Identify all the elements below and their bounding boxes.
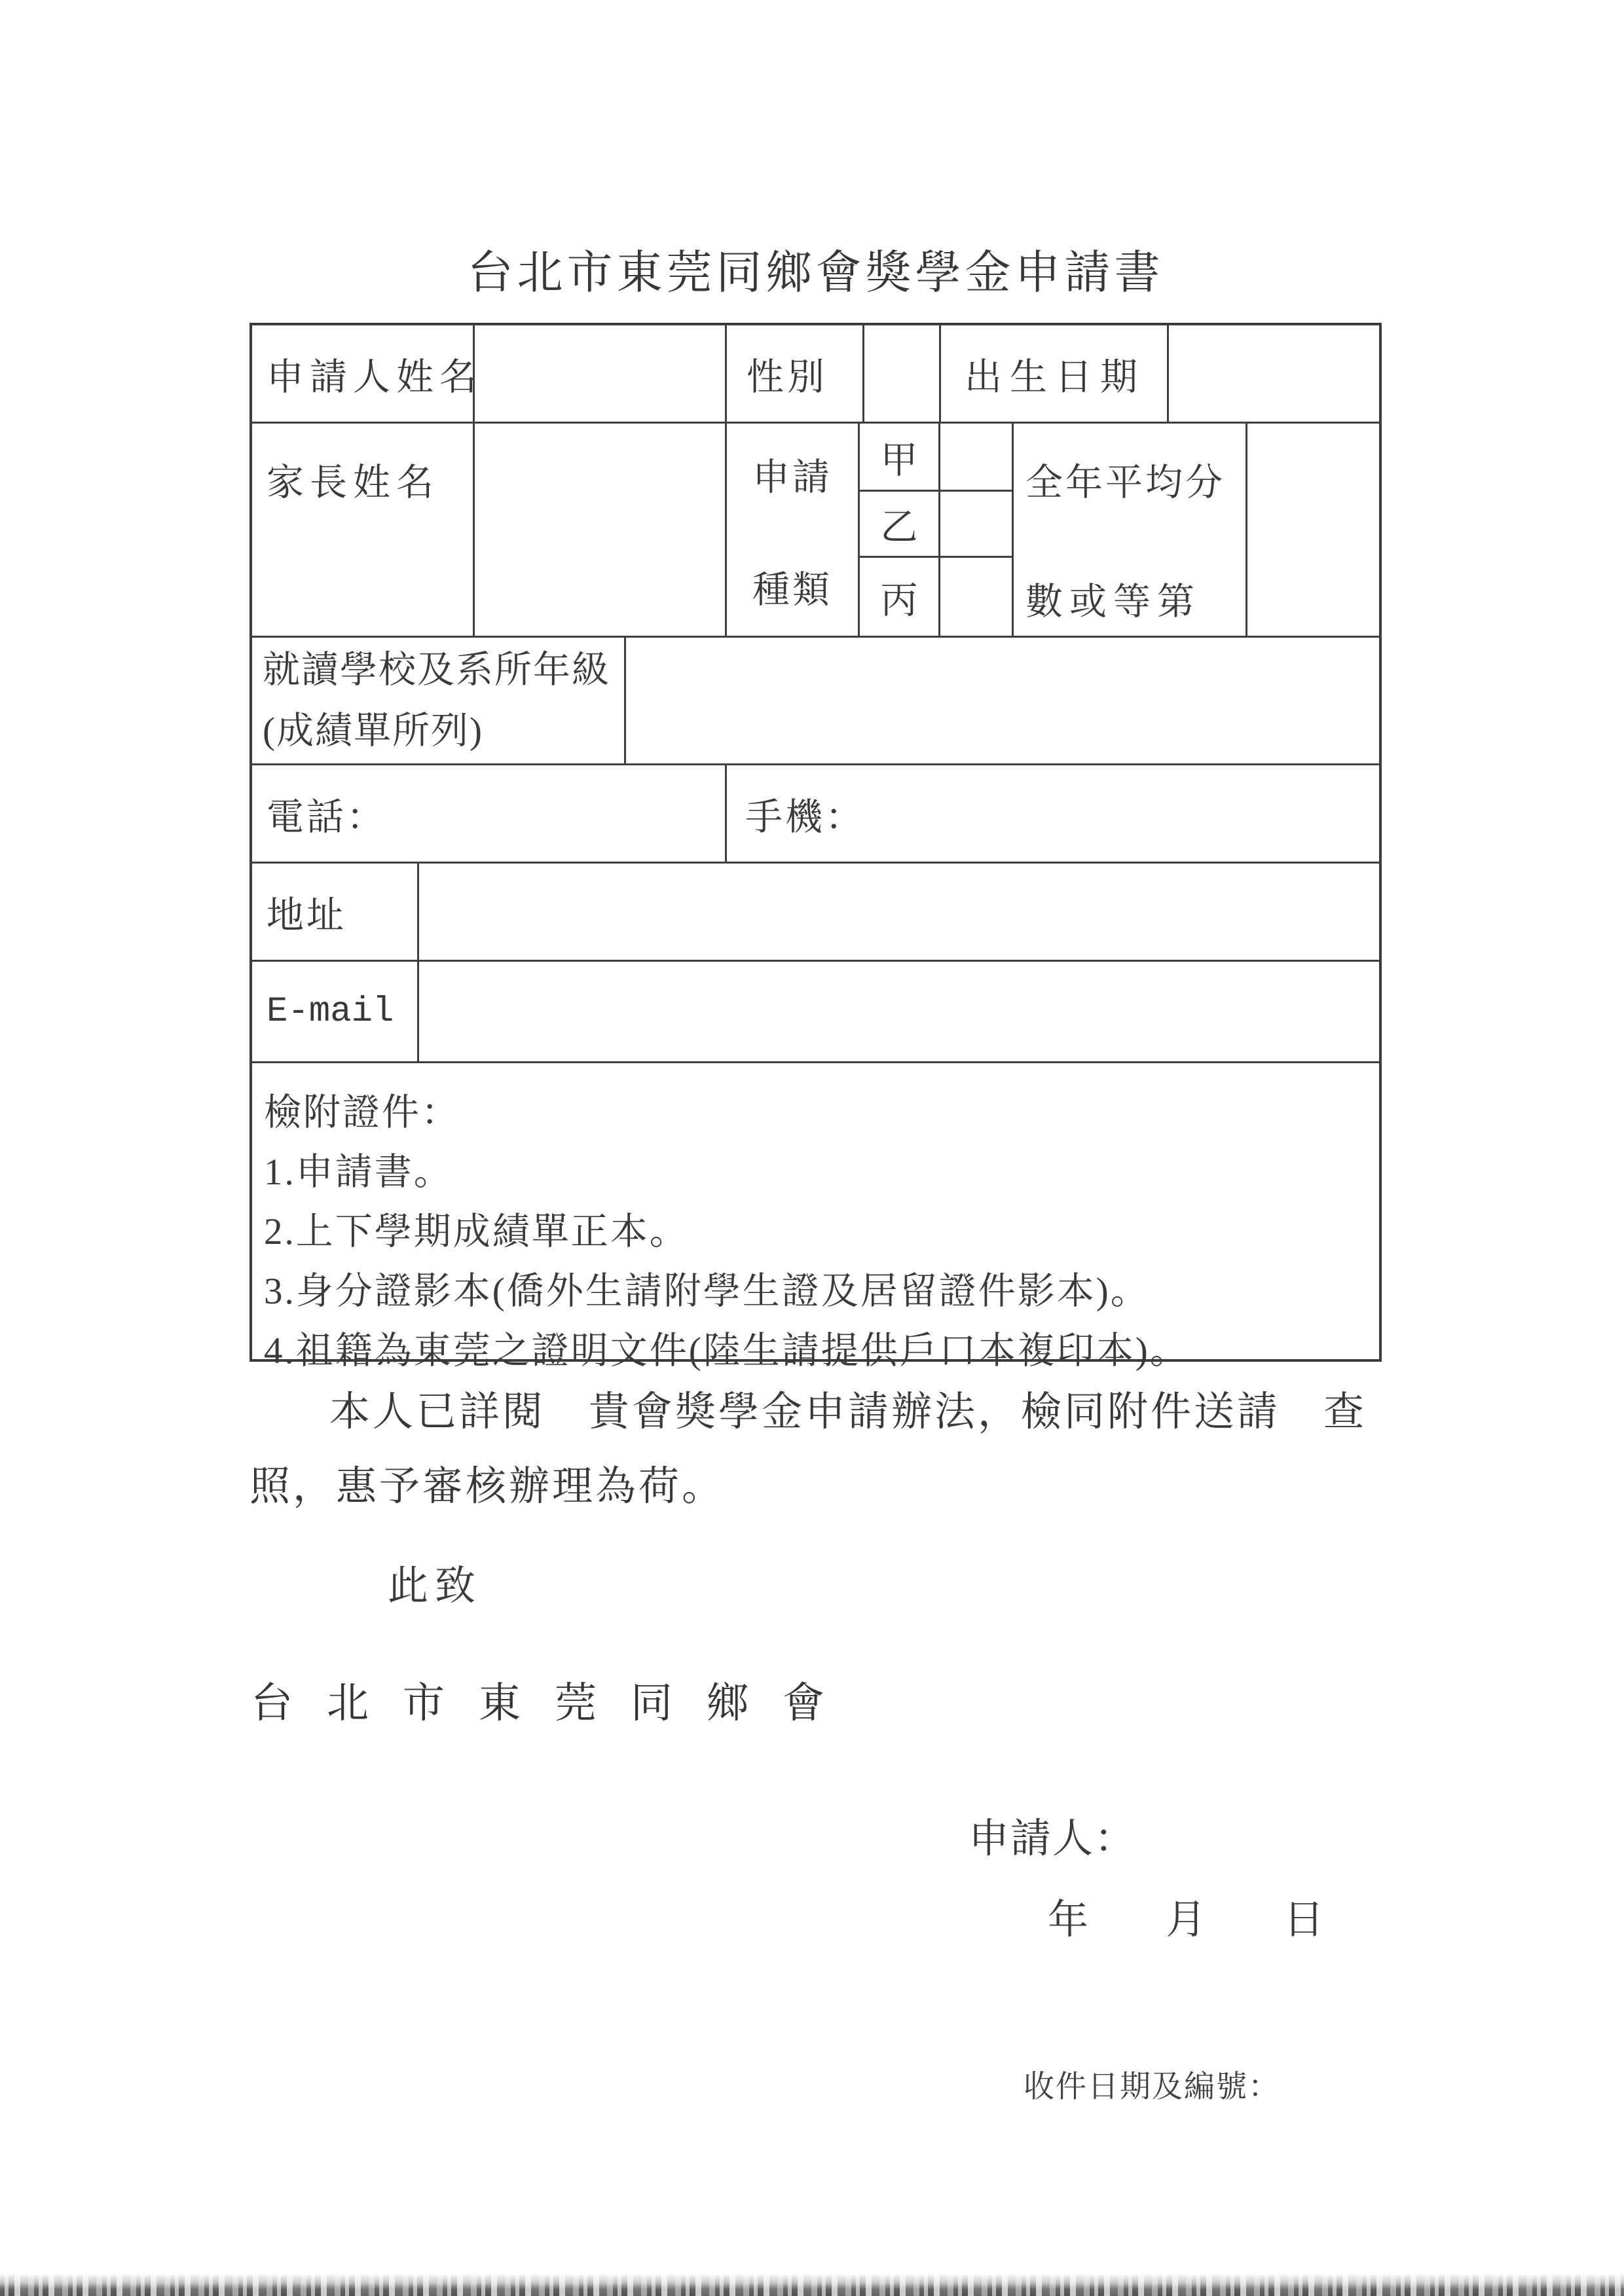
type-option-c-label: 丙 [860,558,940,636]
declaration-paragraph [249,1375,1392,1524]
address-field [419,864,1379,960]
type-option-b-label: 乙 [860,492,940,556]
receipt-date-number-label: 收件日期及編號： [1024,2070,1280,2104]
average-score-label-line2: 數或等第 [1025,581,1201,623]
application-form-table [249,323,1382,1372]
table-row [252,962,1379,1063]
documents-cell [252,1063,1379,1381]
table-row [252,325,1379,424]
school-label-line2: (成績單所列) [263,710,483,752]
address-label: 地址 [252,864,419,960]
scan-artifact-band [0,2274,1624,2296]
average-score-label-line1: 全年平均分 [1025,462,1225,503]
parent-name-field [475,424,727,636]
type-option-b-field [940,492,1012,556]
date-year-label: 年 [1048,1898,1089,1942]
birth-date-label: 出生日期 [941,325,1169,422]
phone-label: 電話： [252,765,727,862]
type-option-row [860,424,1012,492]
type-option-row [860,558,1012,636]
birth-date-field [1169,325,1379,422]
school-field [626,638,1379,763]
school-label-line1: 就讀學校及系所年級 [263,649,610,691]
page-title: 台北市東莞同鄉會獎學金申請書 [467,248,1164,299]
average-score-field [1247,424,1379,636]
documents-item-2: 2.上下學期成績單正本。 [264,1211,689,1252]
mobile-label: 手機： [745,796,865,838]
documents-header: 檢附證件： [264,1092,460,1133]
parent-name-label: 家長姓名 [252,424,475,636]
table-row [252,424,1379,638]
salute-text: 此致 [388,1564,483,1609]
documents-item-3: 3.身分證影本(僑外生請附學生證及居留證件影本)。 [264,1271,1150,1312]
school-label [252,638,626,763]
table-row [252,765,1379,864]
type-option-c-field [940,558,1012,636]
applicant-name-label: 申請人姓名 [252,325,475,422]
application-type-label-top: 申請 [752,457,832,498]
applicant-name-field [475,325,727,422]
type-option-a-field [940,424,1012,490]
gender-label: 性別 [727,325,864,422]
date-day-label: 日 [1283,1898,1325,1942]
declaration-line1: 本人已詳閱 貴會獎學金申請辦法，檢同附件送請 查 [329,1390,1367,1434]
date-month-label: 月 [1166,1898,1207,1942]
application-type-label-bottom: 種類 [752,570,832,611]
date-line [1048,1887,1324,1945]
email-label: E-mail [252,962,419,1061]
applicant-signature-label: 申請人： [969,1817,1137,1861]
organization-name: 台北市東莞同鄉會 [251,1680,858,1726]
table-row [252,638,1379,765]
type-option-row [860,492,1012,558]
application-type-label [727,424,860,636]
gender-field [864,325,941,422]
documents-item-1: 1.申請書。 [264,1152,453,1193]
table-row [252,864,1379,962]
type-option-a-label: 甲 [860,424,940,490]
average-score-label [1014,424,1247,636]
application-type-options [860,424,1014,636]
table-row [252,1063,1379,1381]
declaration-line2: 照，惠予審核辦理為荷。 [249,1465,726,1509]
documents-item-4: 4.祖籍為東莞之證明文件(陸生請提供戶口本複印本)。 [264,1330,1189,1372]
email-field [419,962,1379,1061]
